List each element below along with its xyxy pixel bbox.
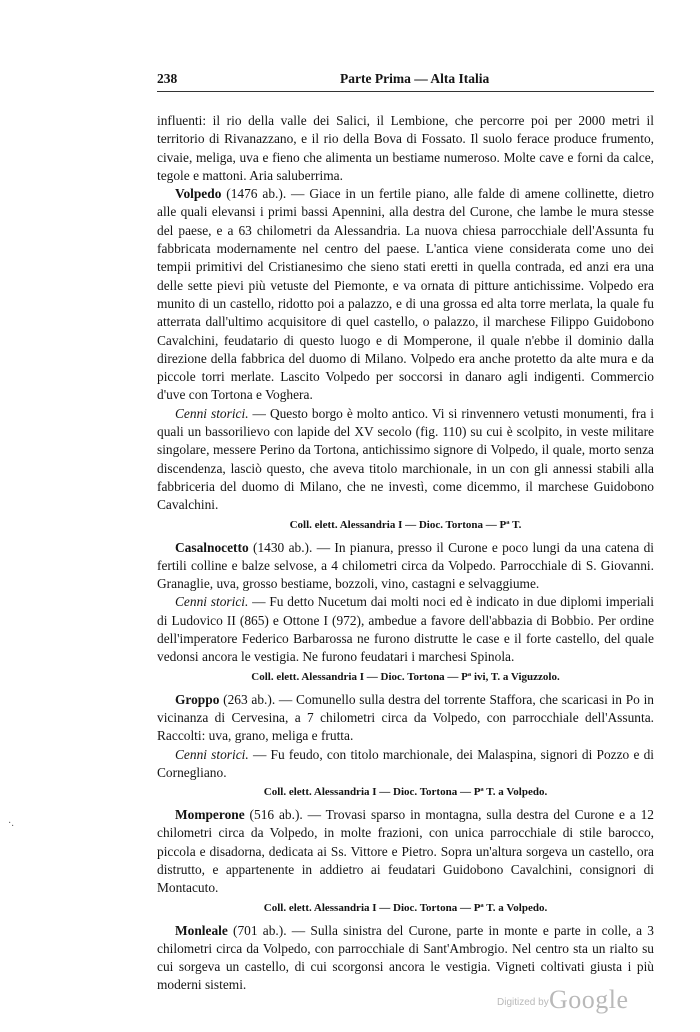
intro-paragraph: influenti: il rio della valle dei Salici, il Lembione, che percorre poi per 2000 metri il territorio di Rivanazzano, e il rio della Bova di Fossato. Il suolo ferace produce frumento, civaie, meliga, uva e fieno che alimenta un bestiame numeroso. Molte cave e forni da calce, tegole e mattoni. Aria saluberrima.: [157, 113, 654, 183]
entry-text: (516 ab.). — Trovasi sparso in montagna, sulla destra del Curone e a 12 chilometri circa da Volpedo, in molte frazioni, con unica parrocchiale di stile barocco, piccola e disadorna, dedicata ai Ss. Vittore e Pietro. Sopra un'altura sorgeva un castello, ora distrutto, e appartenente in addietro ai feudatari Guidobono Cavalchini, consignori di Montacuto.: [157, 807, 654, 896]
entry-paragraph: [157, 691, 654, 746]
entry-name: Momperone: [175, 807, 245, 823]
page-number: 238: [157, 71, 178, 86]
scan-speck: ·.: [8, 818, 14, 829]
history-label: Cenni storici.: [175, 746, 249, 762]
history-label: Cenni storici.: [175, 594, 249, 610]
entry-paragraph: [157, 806, 654, 897]
history-text: — Fu feudo, con titolo marchionale, dei Malaspina, signori di Pozzo e di Cornegliano.: [157, 746, 655, 780]
entry-text: (1476 ab.). — Giace in un fertile piano, alle falde di amene collinette, dietro alle quali elevansi i primi bassi Apennini, alla destra del Curone, che lambe le mura stesse del paese, e a 63 chilometri da Alessandria. La nuova chiesa parrocchiale dell'Assunta fu fabbricata modernamente nel centro del paese. L'antica viene considerata come uno dei tempii primitivi del Cristianesimo che sieno stati eretti in quella contrada, ed anzi era una delle sette pievi più vetuste del Piemonte, e va ornata di pitture antichissime. Volpedo era munito di un castello, ridotto poi a palazzo, e di una grossa ed alta torre merlata, la quale fu atterrata dall'ultimo acquisitore di quel castello, o palazzo, il marchese Filippo Guidobono Cavalchini, feudatario di questo luogo e di Momperone, il quale n'ebbe il dominio dalla direzione della fabbrica del duomo di Milano. Volpedo era anche protetto da alte mura e da piccole torri merlate. Lascito Volpedo per soccorsi in danaro agli indigenti. Commercio d'uve con Tortona e Voghera.: [157, 186, 654, 403]
header-rule: [157, 91, 654, 92]
history-label: Cenni storici.: [175, 405, 249, 421]
history-paragraph: [157, 746, 654, 783]
entry-name: Volpedo: [175, 186, 222, 202]
entry-footer: Coll. elett. Alessandria I — Dioc. Tortona — Pª T.: [289, 518, 522, 531]
history-paragraph: [157, 405, 654, 515]
history-paragraph: [157, 593, 654, 666]
entry-footer: Coll. elett. Alessandria I — Dioc. Tortona — Pª ivi, T. a Viguzzolo.: [251, 670, 560, 683]
entry-name: Casalnocetto: [175, 539, 249, 555]
entry-paragraph: [157, 539, 654, 594]
entry-text: (701 ab.). — Sulla sinistra del Curone, parte in monte e parte in colle, a 3 chilometri circa da Volpedo, con parrocchiale di Sant'Ambrogio. Nel centro sta un rialto su cui sorgeva un castello, di cui scorgonsi ancora le vestigia. Vigneti coltivati giusta i più moderni sistemi.: [157, 922, 654, 993]
google-logo: Google: [549, 985, 629, 1014]
entry-name: Monleale: [175, 922, 228, 938]
entry-text: (1430 ab.). — In pianura, presso il Curone e poco lungi da una catena di fertili colline e balze selvose, a 4 chilometri circa da Volpedo. Parrocchiale di S. Giovanni. Granaglie, uva, grosso bestiame, bozzoli, vino, castagni e selvaggiume.: [157, 539, 654, 592]
history-text: — Fu detto Nucetum dai molti noci ed è indicato in due diplomi imperiali di Ludovico II (865) e Ottone I (972), ambedue a favore dell'abbazia di Bobbio. Per ordine dell'imperatore Federico Barbarossa ne furono distrutte le case e il forte castello, del quale vedonsi ancora le vestigia. Ne furono feudatari i marchesi Spinola.: [157, 594, 654, 665]
entry-footer: Coll. elett. Alessandria I — Dioc. Tortona — Pª T. a Volpedo.: [263, 901, 548, 914]
history-text: — Questo borgo è molto antico. Vi si rinvennero vetusti monumenti, fra i quali un bassorilievo con lapide del XV secolo (fig. 110) su cui è scolpito, in veste militare singolare, messere Perino da Tortona, antichissimo signore di Volpedo, il quale, morto senza discendenza, lasciò questo, che aveva titolo marchionale, in un con gli annessi stabili alla fabbriceria del duomo di Milano, che ne investì, come dicemmo, il marchese Guidobono Cavalchini.: [157, 405, 655, 513]
digitized-watermark: [497, 985, 657, 1019]
entry-footer: Coll. elett. Alessandria I — Dioc. Tortona — Pª T. a Volpedo.: [263, 786, 548, 799]
entry-paragraph: [157, 922, 654, 995]
page-body: [157, 112, 654, 995]
entry-paragraph: [157, 185, 654, 405]
page-header: [157, 67, 654, 91]
running-title: Parte Prima — Alta Italia: [340, 71, 490, 86]
watermark-prefix: Digitized by: [497, 997, 549, 1008]
entry-name: Groppo: [175, 691, 220, 707]
entry-text: (263 ab.). — Comunello sulla destra del torrente Staffora, che scaricasi in Po in vicinanza di Cervesina, a 7 chilometri circa da Volpedo, con parrocchiale dell'Assunta. Raccolti: uva, grano, meliga e frutta.: [157, 691, 654, 744]
